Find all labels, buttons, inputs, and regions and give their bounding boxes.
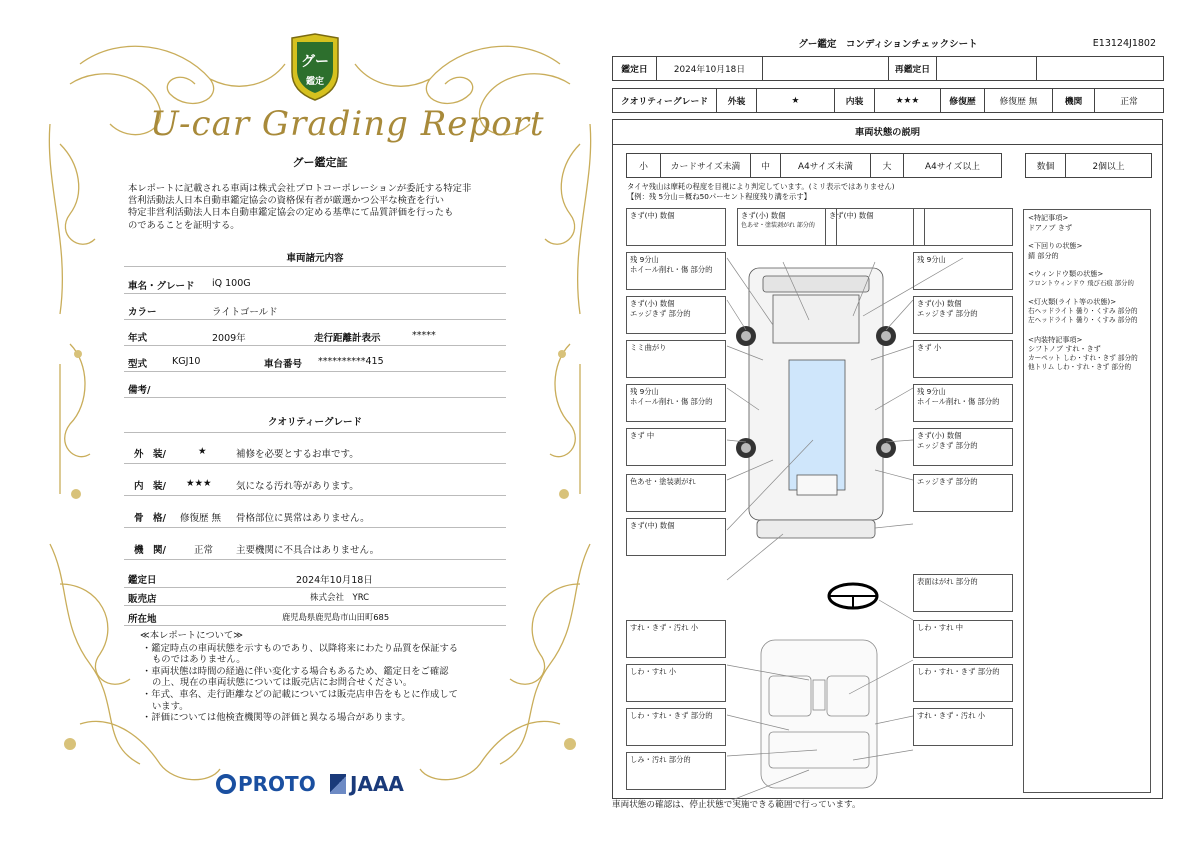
condition-box: 残 9分山 ホイール削れ・傷 部分的: [626, 252, 726, 290]
condition-box: きず(小) 数個 色あせ・塗装剥がれ 部分的: [737, 208, 837, 246]
quality-heading: クオリティーグレード: [267, 417, 363, 428]
condition-box: [913, 208, 1013, 246]
condition-box: きず(小) 数個 エッジきず 部分的: [626, 296, 726, 334]
condition-box: きず(小) 数個 エッジきず 部分的: [913, 428, 1013, 466]
condition-box: ミミ曲がり: [626, 340, 726, 378]
condition-box: きず(中) 数個: [626, 518, 726, 556]
svg-text:鑑定: 鑑定: [305, 77, 325, 87]
condition-box: きず(小) 数個 エッジきず 部分的: [913, 296, 1013, 334]
special-notes-panel: [1023, 209, 1151, 793]
condition-check-sheet: [612, 30, 1164, 820]
tire-note: タイヤ残山は摩耗の程度を目視により判定しています。(ミリ表示ではありません) 【例：残 5分山＝概ね50パーセント程度残り溝を示す】: [627, 182, 895, 201]
condition-box: しみ・汚れ 部分的: [626, 752, 726, 790]
condition-box: きず(中) 数個: [626, 208, 726, 246]
condition-box: 残 9分山 ホイール削れ・傷 部分的: [626, 384, 726, 422]
spec-row-year: 年式 2009年 走行距離計表示 *****: [124, 324, 506, 346]
note-group-windows: <ウィンドウ類の状態> フロントウィンドウ 飛び石痕 部分的: [1028, 269, 1134, 287]
appraisal-row-address: 所在地 鹿児島県鹿児島市山田町685: [124, 606, 506, 626]
grade-row-engine: 機 関/ 正常 主要機関に不具合はありません。: [124, 534, 506, 560]
condition-box: 残 9分山 ホイール削れ・傷 部分的: [913, 384, 1013, 422]
condition-title: 車両状態の説明: [613, 120, 1162, 145]
condition-box: 表面はがれ 部分的: [913, 574, 1013, 612]
goo-appraisal-badge-icon: [288, 32, 342, 102]
spec-row-model: 型式 KGJ10 車台番号 **********415: [124, 350, 506, 372]
appraisal-row-dealer: 販売店 株式会社 YRC: [124, 586, 506, 606]
condition-box: しわ・すれ 小: [626, 664, 726, 702]
condition-box: すれ・きず・汚れ 小: [626, 620, 726, 658]
jaaa-mark-icon: [330, 774, 346, 794]
certificate-statement: 本レポートに記載される車両は株式会社プロトコーポレーションが委託する特定非 営利活動法人日本自動車鑑定協会の資格保有者が厳選かつ公平な検査を行い 特定非営利活動法人日本自動車鑑定協会の定める基準にて品質評価を行ったも のであることを証明する。: [128, 183, 472, 231]
grade-row-interior: 内 装/ ★★★ 気になる汚れ等があります。: [124, 470, 506, 496]
grade-row-exterior: 外 装/ ★ 補修を必要とするお車です。: [124, 438, 506, 464]
quality-divider: [124, 432, 506, 433]
condition-box: しわ・すれ・きず 部分的: [626, 708, 726, 746]
specs-heading: 車両諸元内容: [286, 253, 344, 264]
appraisal-row-date: 鑑定日 2024年10月18日: [124, 566, 506, 588]
sheet-id: E13124J1802: [1092, 38, 1156, 49]
grade-row-frame: 骨 格/ 修復歴 無 骨格部位に異常はありません。: [124, 502, 506, 528]
report-notes: ≪本レポートについて≫ ・鑑定時点の車両状態を示すものであり、以降将来にわたり品質を保証する ものではありません。 ・車両状態は時間の経過に伴い変化する場合もあるため、鑑定日をご確認 の上、現在の車両状態については販売店にお問合せください。 ・年式、車名、走行距離などの記載については販売店申告をもとに作成して います。 ・評価については他検査機関等の評価と異なる場合があります。: [140, 630, 459, 724]
count-legend-table: 数個 2個以上: [1025, 153, 1152, 178]
sheet-title: グー鑑定 コンディションチェックシート: [798, 39, 978, 50]
appraisal-date-table: 鑑定日 2024年10月18日 再鑑定日: [612, 56, 1164, 81]
specs-divider: [124, 266, 506, 267]
note-group-underbody: <下回りの状態> 錆 部分的: [1028, 241, 1083, 260]
condition-box: きず 小: [913, 340, 1013, 378]
certificate-subtitle: グー鑑定証: [292, 156, 348, 169]
spec-row-color: カラー ライトゴールド: [124, 298, 506, 320]
condition-box: しわ・すれ・きず 部分的: [913, 664, 1013, 702]
condition-box: 残 9分山: [913, 252, 1013, 290]
size-legend-table: 小 カードサイズ未満 中 A4サイズ未満 大 A4サイズ以上: [626, 153, 1002, 178]
proto-logo: PROTO: [216, 772, 316, 796]
condition-box: きず 中: [626, 428, 726, 466]
condition-box: きず(中) 数個: [825, 208, 925, 246]
condition-box: 色あせ・塗装剥がれ: [626, 474, 726, 512]
note-group-lights: <灯火類(ライト等の状態)> 右ヘッドライト 曇り・くすみ 部分的 左ヘッドライト 曇り・くすみ 部分的: [1028, 297, 1138, 324]
note-group-special: <特記事項> ドアノブ きず: [1028, 213, 1073, 232]
jaaa-logo: JAAA: [330, 772, 404, 796]
condition-frame: [612, 119, 1163, 799]
svg-text:グー: グー: [301, 54, 329, 70]
grading-certificate: [40, 24, 600, 804]
note-group-interior: <内装特記事項> シフトノブ すれ・きず カーペット しわ・すれ・きず 部分的 他トリム しわ・すれ・きず 部分的: [1028, 334, 1138, 371]
condition-box: エッジきず 部分的: [913, 474, 1013, 512]
footer-note: 車両状態の確認は、停止状態で実施できる範囲で行っています。: [612, 800, 861, 810]
spec-row-remarks: 備考/: [124, 376, 506, 398]
certificate-title: U-car Grading Report: [150, 104, 545, 144]
spec-row-name: 車名・グレード iQ 100G: [124, 272, 506, 294]
condition-box: しわ・すれ 中: [913, 620, 1013, 658]
condition-box: すれ・きず・汚れ 小: [913, 708, 1013, 746]
quality-grade-table: クオリティーグレード 外装 ★ 内装 ★★★ 修復歴 修復歴 無 機関 正常: [612, 88, 1164, 113]
proto-mark-icon: [216, 774, 236, 794]
